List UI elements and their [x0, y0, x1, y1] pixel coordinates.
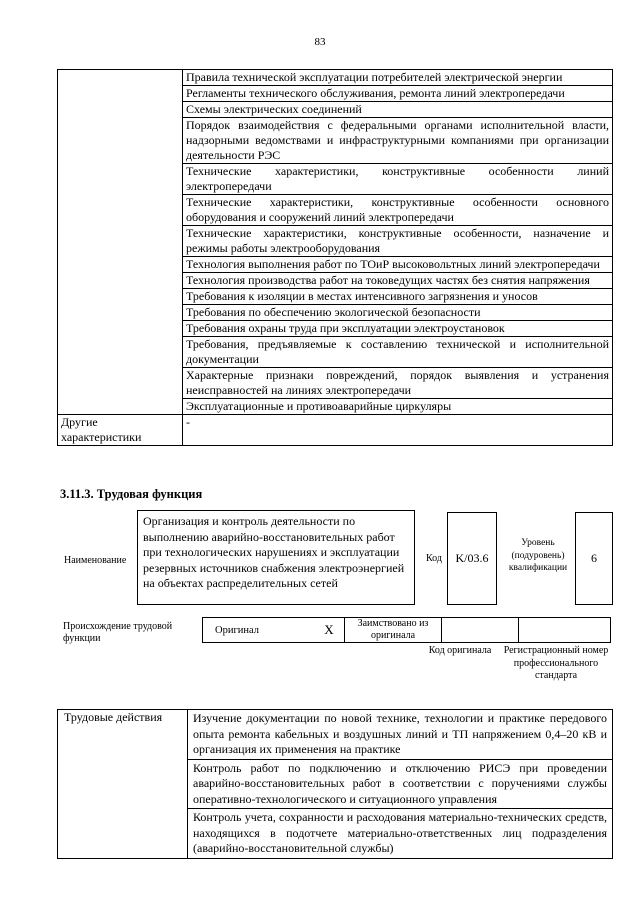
reg-number-label: Регистрационный номер профессионального стандарта	[503, 645, 609, 681]
knowledge-item: Технология производства работ на токоведущих частях без снятия напряжения	[183, 273, 613, 289]
page-number: 83	[314, 36, 326, 48]
labor-actions-label: Трудовые действия	[58, 710, 188, 859]
other-characteristics-value: -	[183, 415, 613, 446]
original-mark: X	[314, 618, 345, 643]
origin-table	[202, 617, 611, 643]
knowledge-item: Порядок взаимодействия с федеральными органами исполнительной власти, надзорными ведомствами и инфраструктурными компаниями при организации деятельности РЭС	[183, 118, 613, 164]
knowledge-item: Схемы электрических соединений	[183, 102, 613, 118]
code-box: K/03.6	[447, 512, 497, 605]
code-original-cell	[442, 618, 519, 643]
reg-number-cell	[519, 618, 611, 643]
knowledge-item: Требования охраны труда при эксплуатации электроустановок	[183, 321, 613, 337]
table-row	[58, 70, 613, 86]
knowledge-item: Технические характеристики, конструктивные особенности основного оборудования и сооружений линий электропередачи	[183, 195, 613, 226]
knowledge-item: Требования к изоляции в местах интенсивного загрязнения и уносов	[183, 289, 613, 305]
knowledge-label-cell	[58, 70, 183, 415]
labor-action-item: Контроль учета, сохранности и расходования материально-технических средств, находящихся в подотчете материально-ответственных лиц подразделения (аварийно-восстановительной службы)	[188, 809, 613, 859]
section-title: 3.11.3. Трудовая функция	[60, 487, 203, 501]
knowledge-item: Правила технической эксплуатации потребителей электрической энергии	[183, 70, 613, 86]
table-row	[58, 710, 613, 760]
labor-action-item: Изучение документации по новой технике, технологии и практике передового опыта ремонта кабельных и воздушных линий и ТП напряжением 0,4–20 кВ и организация их применения на практике	[188, 710, 613, 760]
knowledge-item: Характерные признаки повреждений, порядок выявления и устранения неисправностей на линиях электропередачи	[183, 368, 613, 399]
knowledge-item: Требования, предъявляемые к составлению технической и исполнительной документации	[183, 337, 613, 368]
borrowed-label: Заимствовано из оригинала	[345, 618, 442, 643]
origin-label: Происхождение трудовой функции	[63, 621, 173, 644]
original-label: Оригинал	[203, 618, 315, 643]
function-name-box: Организация и контроль деятельности по выполнению аварийно-восстановительных работ при технологических нарушениях и эксплуатации резервных источников снабжения электроэнергией на объектах распределительных сетей	[137, 510, 415, 605]
name-label: Наименование	[64, 555, 127, 566]
knowledge-item: Технология выполнения работ по ТОиР высоковольтных линий электропередачи	[183, 257, 613, 273]
code-original-label: Код оригинала	[428, 645, 492, 656]
knowledge-item: Технические характеристики, конструктивные особенности, назначение и режимы работы электрооборудования	[183, 226, 613, 257]
level-box: 6	[575, 512, 613, 605]
level-label: Уровень (подуровень) квалификации	[508, 538, 568, 573]
knowledge-table	[57, 69, 613, 446]
knowledge-item: Регламенты технического обслуживания, ремонта линий электропередачи	[183, 86, 613, 102]
knowledge-item: Требования по обеспечению экологической безопасности	[183, 305, 613, 321]
table-row	[58, 415, 613, 446]
code-label: Код	[426, 553, 442, 564]
knowledge-item: Эксплуатационные и противоаварийные циркуляры	[183, 399, 613, 415]
knowledge-item: Технические характеристики, конструктивные особенности линий электропередачи	[183, 164, 613, 195]
labor-actions-table	[57, 709, 613, 859]
other-characteristics-label: Другие характеристики	[58, 415, 183, 446]
labor-action-item: Контроль работ по подключению и отключению РИСЭ при проведении аварийно-восстановительных работ в соответствии с поручениями службы оперативно-технологического и ситуационного управления	[188, 759, 613, 809]
